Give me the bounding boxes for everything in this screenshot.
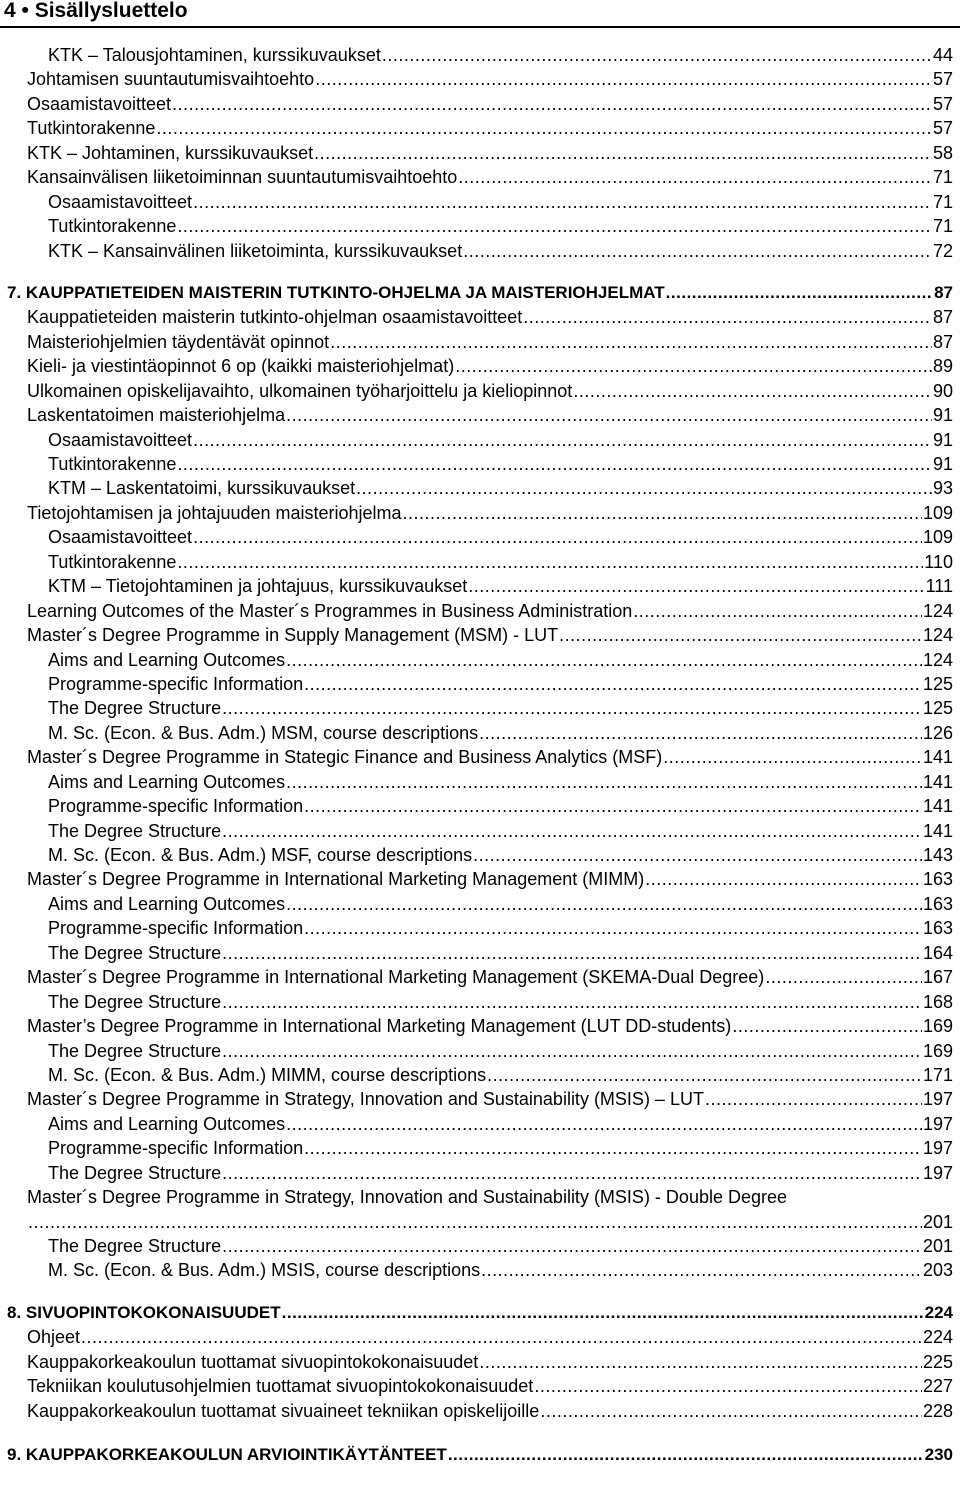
toc-dot-leader bbox=[282, 1301, 924, 1325]
toc-dot-leader bbox=[534, 1374, 922, 1398]
toc-dot-leader bbox=[448, 1443, 924, 1467]
toc-entry-title: 9. KAUPPAKORKEAKOULUN ARVIOINTIKÄYTÄNTEET bbox=[7, 1445, 447, 1465]
toc-page-number: 71 bbox=[932, 216, 953, 237]
toc-entry-title: Aims and Learning Outcomes bbox=[48, 649, 286, 670]
toc-page-number: 163 bbox=[922, 918, 953, 939]
toc-dot-leader bbox=[479, 721, 922, 745]
toc-entry-title: Tekniikan koulutusohjelmien tuottamat sivuopintokokonaisuudet bbox=[27, 1376, 534, 1397]
toc-entry-title: The Degree Structure bbox=[48, 1236, 222, 1256]
toc-page-number: 141 bbox=[922, 747, 953, 768]
toc-page-number: 91 bbox=[932, 405, 953, 426]
toc-entry[interactable] bbox=[0, 696, 953, 720]
toc-entry-title: Osaamistavoitteet bbox=[48, 429, 193, 450]
toc-entry-title: Tutkintorakenne bbox=[48, 551, 177, 572]
toc-entry[interactable] bbox=[0, 648, 953, 672]
toc-entry-title: Ulkomainen opiskelijavaihto, ulkomainen työharjoittelu ja kieliopinnot bbox=[27, 380, 573, 401]
toc-entry[interactable] bbox=[0, 1399, 953, 1423]
toc-dot-leader bbox=[222, 990, 922, 1014]
toc-dot-leader bbox=[222, 1234, 922, 1258]
toc-entry[interactable] bbox=[0, 305, 953, 329]
toc-dot-leader bbox=[573, 379, 932, 403]
toc-entry[interactable] bbox=[0, 428, 953, 452]
toc-entry[interactable] bbox=[0, 1325, 953, 1349]
toc-dot-leader bbox=[382, 43, 932, 67]
toc-entry[interactable] bbox=[0, 141, 953, 165]
toc-entry[interactable] bbox=[0, 892, 953, 916]
toc-dot-leader bbox=[286, 1112, 922, 1136]
toc-entry-title: Master´s Degree Programme in International Marketing Management (SKEMA-Dual Degree) bbox=[27, 967, 765, 988]
toc-page-number: 228 bbox=[922, 1400, 953, 1421]
toc-page-number: 141 bbox=[922, 796, 953, 817]
toc-dot-leader bbox=[330, 330, 932, 354]
toc-dot-leader bbox=[663, 745, 922, 769]
toc-entry[interactable] bbox=[0, 550, 953, 574]
toc-page-number: 93 bbox=[932, 478, 953, 499]
toc-entry-title: Osaamistavoitteet bbox=[48, 191, 193, 212]
toc-dot-leader bbox=[403, 501, 922, 525]
toc-entry-title: Tutkintorakenne bbox=[27, 118, 156, 139]
toc-entry-title: Osaamistavoitteet bbox=[48, 527, 193, 548]
toc-entry[interactable] bbox=[0, 330, 953, 354]
toc-dot-leader bbox=[666, 281, 933, 305]
toc-entry[interactable] bbox=[0, 1210, 953, 1234]
toc-entry-title: M. Sc. (Econ. & Bus. Adm.) MSF, course descriptions bbox=[48, 845, 473, 865]
toc-page-number: 203 bbox=[922, 1260, 953, 1281]
toc-entry-title: Master´s Degree Programme in Strategy, Innovation and Sustainability (MSIS) - Double Degree bbox=[27, 1187, 788, 1208]
toc-page-number: 141 bbox=[922, 820, 953, 841]
toc-dot-leader bbox=[463, 239, 932, 263]
toc-dot-leader bbox=[222, 819, 922, 843]
toc-entry[interactable] bbox=[0, 867, 953, 891]
toc-entry-title: M. Sc. (Econ. & Bus. Adm.) MSM, course descriptions bbox=[48, 722, 479, 743]
toc-entry[interactable] bbox=[0, 843, 953, 867]
toc-entry[interactable] bbox=[0, 916, 953, 940]
toc-page-number: 87 bbox=[932, 307, 953, 328]
toc-entry[interactable] bbox=[0, 452, 953, 476]
toc-page-number: 87 bbox=[932, 331, 953, 352]
toc-page-number: 111 bbox=[925, 576, 953, 597]
toc-page-number: 169 bbox=[922, 1016, 953, 1037]
toc-page-number: 72 bbox=[932, 240, 953, 261]
toc-page-number: 124 bbox=[922, 625, 953, 646]
toc-entry[interactable] bbox=[0, 476, 953, 500]
toc-dot-leader bbox=[473, 843, 922, 867]
toc-entry-title: Master´s Degree Programme in International Marketing Management (MIMM) bbox=[27, 869, 645, 890]
toc-page-number: 225 bbox=[922, 1351, 953, 1372]
toc-entry[interactable] bbox=[0, 1112, 953, 1136]
toc-page-number: 167 bbox=[922, 967, 953, 988]
toc-entry[interactable] bbox=[0, 941, 953, 965]
page-title: 4 • Sisällysluettelo bbox=[4, 0, 188, 22]
toc-entry[interactable] bbox=[0, 1161, 953, 1185]
toc-page-number: 230 bbox=[924, 1445, 953, 1465]
toc-entry[interactable] bbox=[0, 525, 953, 549]
toc-entry-title: M. Sc. (Econ. & Bus. Adm.) MSIS, course descriptions bbox=[48, 1260, 481, 1281]
toc-page-number: 124 bbox=[922, 600, 953, 621]
toc-entry-title: KTK – Kansainvälinen liiketoiminta, kurssikuvaukset bbox=[48, 240, 463, 261]
toc-dot-leader bbox=[177, 214, 932, 238]
toc-entry[interactable] bbox=[0, 214, 953, 238]
toc-dot-leader bbox=[222, 696, 922, 720]
toc-page-number: 71 bbox=[932, 167, 953, 188]
toc-page-number: 91 bbox=[932, 454, 953, 474]
toc-entry-title: KTM – Tietojohtaminen ja johtajuus, kurssikuvaukset bbox=[48, 576, 468, 597]
toc-entry[interactable] bbox=[0, 1234, 953, 1258]
toc-page-number: 163 bbox=[922, 893, 953, 914]
toc-dot-leader bbox=[222, 1161, 922, 1185]
toc-entry[interactable] bbox=[0, 1136, 953, 1160]
toc-entry-title: Kauppakorkeakoulun tuottamat sivuaineet tekniikan opiskelijoille bbox=[27, 1400, 540, 1421]
toc-dot-leader bbox=[481, 1258, 922, 1282]
toc-entry-title: The Degree Structure bbox=[48, 991, 222, 1012]
toc-entry[interactable] bbox=[0, 1014, 953, 1038]
toc-entry[interactable] bbox=[0, 819, 953, 843]
toc-dot-leader bbox=[314, 141, 932, 165]
toc-page-number: 58 bbox=[932, 142, 953, 163]
toc-entry-title: Kansainvälisen liiketoiminnan suuntautumisvaihtoehto bbox=[27, 167, 458, 188]
toc-entry[interactable] bbox=[0, 43, 953, 67]
toc-dot-leader bbox=[540, 1399, 922, 1423]
toc-entry-title: The Degree Structure bbox=[48, 820, 222, 841]
toc-entry[interactable] bbox=[0, 67, 953, 91]
toc-entry[interactable] bbox=[0, 379, 953, 403]
toc-chapter-entry[interactable] bbox=[0, 1443, 953, 1467]
table-of-contents bbox=[0, 43, 960, 1468]
toc-page-number: 109 bbox=[922, 502, 953, 523]
toc-entry[interactable] bbox=[0, 354, 953, 378]
toc-dot-leader bbox=[222, 941, 922, 965]
toc-dot-leader bbox=[193, 190, 932, 214]
toc-page-number: 110 bbox=[924, 551, 953, 572]
toc-dot-leader bbox=[304, 794, 922, 818]
toc-entry-title: Kauppakorkeakoulun tuottamat sivuopintokokonaisuudet bbox=[27, 1351, 479, 1372]
toc-dot-leader bbox=[28, 1210, 922, 1234]
toc-entry-title: The Degree Structure bbox=[48, 698, 222, 719]
toc-entry-title: M. Sc. (Econ. & Bus. Adm.) MIMM, course descriptions bbox=[48, 1064, 487, 1085]
toc-entry[interactable] bbox=[0, 239, 953, 263]
toc-page-number: 44 bbox=[932, 45, 953, 65]
toc-entry[interactable] bbox=[0, 1063, 953, 1087]
toc-entry[interactable] bbox=[0, 1185, 953, 1209]
toc-chapter-entry[interactable] bbox=[0, 281, 953, 305]
toc-entry[interactable] bbox=[0, 501, 953, 525]
toc-dot-leader bbox=[732, 1014, 922, 1038]
toc-dot-leader bbox=[705, 1087, 922, 1111]
toc-page-number: 90 bbox=[932, 380, 953, 401]
toc-page-number: 163 bbox=[922, 869, 953, 890]
toc-entry[interactable] bbox=[0, 770, 953, 794]
toc-entry[interactable] bbox=[0, 574, 953, 598]
toc-entry-title: Aims and Learning Outcomes bbox=[48, 771, 286, 792]
toc-page-number: 57 bbox=[932, 93, 953, 114]
toc-entry[interactable] bbox=[0, 403, 953, 427]
toc-page-number: 164 bbox=[922, 942, 953, 963]
toc-page-number: 109 bbox=[922, 527, 953, 548]
toc-entry[interactable] bbox=[0, 1374, 953, 1398]
toc-entry[interactable] bbox=[0, 721, 953, 745]
toc-dot-leader bbox=[193, 428, 932, 452]
toc-entry-title: Programme-specific Information bbox=[48, 1138, 304, 1159]
toc-entry[interactable] bbox=[0, 1039, 953, 1063]
toc-entry[interactable] bbox=[0, 672, 953, 696]
toc-entry[interactable] bbox=[0, 965, 953, 989]
toc-page-number: 197 bbox=[922, 1089, 953, 1110]
toc-dot-leader bbox=[315, 67, 932, 91]
toc-dot-leader bbox=[455, 354, 932, 378]
toc-page-number: 171 bbox=[922, 1064, 953, 1085]
toc-dot-leader bbox=[479, 1350, 922, 1374]
toc-entry-title: Osaamistavoitteet bbox=[27, 93, 172, 114]
toc-entry-title: Master´s Degree Programme in Stategic Finance and Business Analytics (MSF) bbox=[27, 747, 663, 768]
toc-dot-leader bbox=[304, 1136, 922, 1160]
toc-entry-title: Master’s Degree Programme in International Marketing Management (LUT DD-students) bbox=[27, 1016, 732, 1037]
toc-chapter-entry[interactable] bbox=[0, 1301, 953, 1325]
toc-entry-title: The Degree Structure bbox=[48, 1162, 222, 1183]
toc-entry-title: Johtamisen suuntautumisvaihtoehto bbox=[27, 69, 315, 90]
toc-entry[interactable] bbox=[0, 794, 953, 818]
toc-entry-title: Maisteriohjelmien täydentävät opinnot bbox=[27, 331, 330, 352]
toc-entry[interactable] bbox=[0, 92, 953, 116]
toc-entry-title: Tutkintorakenne bbox=[48, 454, 177, 474]
toc-entry[interactable] bbox=[0, 116, 953, 140]
toc-entry-title: Learning Outcomes of the Master´s Programmes in Business Administration bbox=[27, 600, 633, 621]
toc-entry[interactable] bbox=[0, 1087, 953, 1111]
toc-page-number: 89 bbox=[932, 356, 953, 377]
toc-entry-title: Kauppatieteiden maisterin tutkinto-ohjelman osaamistavoitteet bbox=[27, 307, 523, 328]
toc-page-number: 57 bbox=[932, 118, 953, 139]
toc-page-number: 224 bbox=[924, 1302, 953, 1322]
toc-page-number: 168 bbox=[922, 991, 953, 1012]
toc-entry[interactable] bbox=[0, 623, 953, 647]
toc-dot-leader bbox=[487, 1063, 922, 1087]
toc-dot-leader bbox=[177, 452, 932, 476]
toc-dot-leader bbox=[559, 623, 922, 647]
toc-page-number: 57 bbox=[932, 69, 953, 90]
toc-entry[interactable] bbox=[0, 599, 953, 623]
toc-entry[interactable] bbox=[0, 190, 953, 214]
toc-entry-title: The Degree Structure bbox=[48, 942, 222, 963]
page-header bbox=[0, 0, 960, 28]
toc-dot-leader bbox=[193, 525, 922, 549]
toc-dot-leader bbox=[156, 116, 932, 140]
toc-dot-leader bbox=[523, 305, 932, 329]
toc-entry-title: 8. SIVUOPINTOKOKONAISUUDET bbox=[7, 1302, 281, 1322]
toc-dot-leader bbox=[304, 916, 922, 940]
toc-entry-title: Master´s Degree Programme in Strategy, Innovation and Sustainability (MSIS) – LUT bbox=[27, 1089, 704, 1110]
toc-entry-title: 7. KAUPPATIETEIDEN MAISTERIN TUTKINTO-OHJELMA JA MAISTERIOHJELMAT bbox=[7, 282, 665, 302]
toc-dot-leader bbox=[458, 165, 932, 189]
toc-dot-leader bbox=[222, 1039, 922, 1063]
toc-entry[interactable] bbox=[0, 990, 953, 1014]
toc-dot-leader bbox=[304, 672, 922, 696]
toc-dot-leader bbox=[356, 476, 932, 500]
toc-entry-title: Laskentatoimen maisteriohjelma bbox=[27, 405, 286, 426]
toc-page-number: 224 bbox=[922, 1327, 953, 1348]
toc-page-number: 126 bbox=[922, 722, 953, 743]
toc-entry-title: The Degree Structure bbox=[48, 1040, 222, 1061]
toc-entry-title: Programme-specific Information bbox=[48, 673, 304, 694]
toc-page-number: 87 bbox=[934, 282, 953, 302]
toc-entry-title: Programme-specific Information bbox=[48, 796, 304, 817]
toc-page-number: 143 bbox=[922, 845, 953, 865]
toc-entry-title: Tietojohtamisen ja johtajuuden maisteriohjelma bbox=[27, 502, 402, 523]
toc-entry-title: Programme-specific Information bbox=[48, 918, 304, 939]
toc-entry-title: KTK – Talousjohtaminen, kurssikuvaukset bbox=[48, 45, 381, 65]
toc-page-number: 197 bbox=[922, 1113, 953, 1134]
toc-page-number: 197 bbox=[922, 1162, 953, 1183]
toc-page-number: 141 bbox=[922, 771, 953, 792]
toc-entry-title: Aims and Learning Outcomes bbox=[48, 893, 286, 914]
toc-dot-leader bbox=[177, 550, 923, 574]
toc-page-number: 124 bbox=[922, 649, 953, 670]
toc-page-number: 125 bbox=[922, 698, 953, 719]
toc-entry-title: Aims and Learning Outcomes bbox=[48, 1113, 286, 1134]
toc-entry-title: Ohjeet bbox=[27, 1327, 81, 1348]
toc-dot-leader bbox=[81, 1325, 922, 1349]
toc-dot-leader bbox=[633, 599, 922, 623]
toc-page-number: 201 bbox=[922, 1211, 953, 1232]
toc-dot-leader bbox=[286, 403, 932, 427]
toc-page-number: 125 bbox=[922, 673, 953, 694]
toc-entry[interactable] bbox=[0, 1350, 953, 1374]
toc-entry[interactable] bbox=[0, 165, 953, 189]
toc-entry-title: KTK – Johtaminen, kurssikuvaukset bbox=[27, 142, 314, 163]
toc-entry-title: Tutkintorakenne bbox=[48, 216, 177, 237]
toc-page-number: 227 bbox=[922, 1376, 953, 1397]
toc-dot-leader bbox=[286, 892, 922, 916]
toc-page-number: 71 bbox=[932, 191, 953, 212]
toc-dot-leader bbox=[468, 574, 924, 598]
toc-page-number: 169 bbox=[922, 1040, 953, 1061]
toc-page-number: 201 bbox=[922, 1236, 953, 1256]
toc-page-number: 197 bbox=[922, 1138, 953, 1159]
toc-dot-leader bbox=[645, 867, 922, 891]
toc-dot-leader bbox=[286, 648, 922, 672]
toc-entry-title: Master´s Degree Programme in Supply Management (MSM) - LUT bbox=[27, 625, 559, 646]
toc-dot-leader bbox=[765, 965, 922, 989]
toc-entry-title: Kieli- ja viestintäopinnot 6 op (kaikki maisteriohjelmat) bbox=[27, 356, 455, 377]
toc-entry[interactable] bbox=[0, 1258, 953, 1282]
toc-dot-leader bbox=[286, 770, 922, 794]
toc-page-number: 91 bbox=[932, 429, 953, 450]
toc-dot-leader bbox=[172, 92, 932, 116]
toc-entry-title: KTM – Laskentatoimi, kurssikuvaukset bbox=[48, 478, 356, 499]
toc-entry[interactable] bbox=[0, 745, 953, 769]
